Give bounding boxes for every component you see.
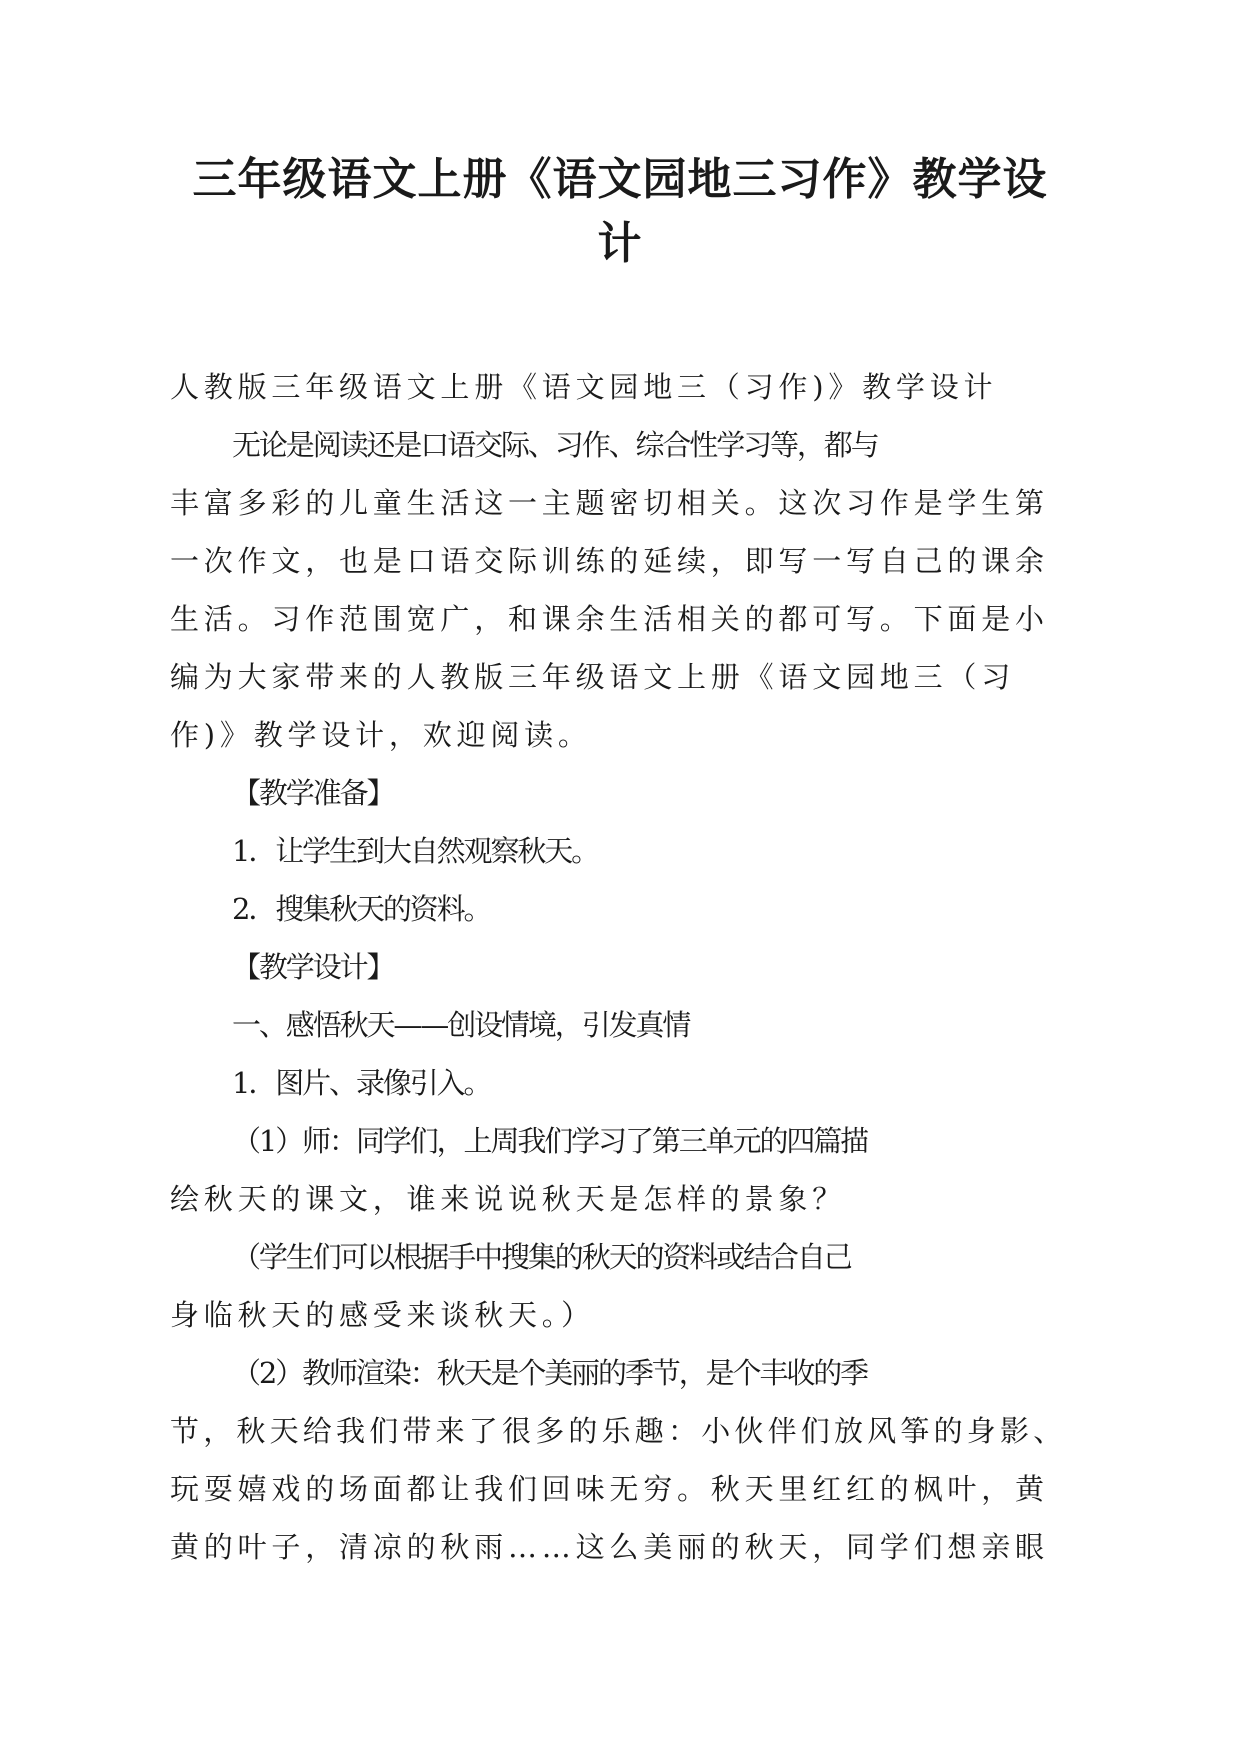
- text-line: 黄的叶子，清凉的秋雨……这么美丽的秋天，同学们想亲眼: [170, 1530, 1049, 1564]
- text-line: 2．搜集秋天的资料。: [232, 892, 491, 926]
- text-line: 绘秋天的课文，谁来说说秋天是怎样的景象？: [170, 1182, 847, 1216]
- text-line: 丰富多彩的儿童生活这一主题密切相关。这次习作是学生第: [170, 486, 1049, 520]
- text-line: 作)》教学设计，欢迎阅读。: [170, 718, 592, 752]
- text-line: 一、感悟秋天——创设情境，引发真情: [232, 1008, 690, 1042]
- text-line: 玩耍嬉戏的场面都让我们回味无穷。秋天里红红的枫叶，黄: [170, 1472, 1049, 1506]
- text-line: 【教学准备】: [232, 776, 394, 810]
- text-line: 【教学设计】: [232, 950, 394, 984]
- document-title: [170, 148, 1070, 276]
- text-line: 一次作文，也是口语交际训练的延续，即写一写自己的课余: [170, 544, 1049, 578]
- title-line-1: 三年级语文上册《语文园地三习作》教学设: [192, 154, 1048, 205]
- text-line: 节，秋天给我们带来了很多的乐趣：小伙伴们放风筝的身影、: [170, 1414, 1067, 1448]
- title-line-2: 计: [597, 218, 643, 269]
- text-line: 无论是阅读还是口语交际、习作、综合性学习等，都与: [232, 428, 878, 462]
- text-line: （2）教师渲染：秋天是个美丽的季节，是个丰收的季: [232, 1356, 868, 1390]
- text-line: （学生们可以根据手中搜集的秋天的资料或结合自己: [232, 1240, 851, 1274]
- document-body: [170, 358, 1070, 1576]
- text-line: 身临秋天的感受来谈秋天。）: [170, 1298, 595, 1332]
- text-line: 1．让学生到大自然观察秋天。: [232, 834, 599, 868]
- text-line: 人教版三年级语文上册《语文园地三（习作)》教学设计: [170, 370, 998, 404]
- text-line: 编为大家带来的人教版三年级语文上册《语文园地三（习: [170, 660, 1016, 694]
- text-line: （1）师：同学们，上周我们学习了第三单元的四篇描: [232, 1124, 868, 1158]
- text-line: 生活。习作范围宽广，和课余生活相关的都可写。下面是小: [170, 602, 1049, 636]
- text-line: 1．图片、录像引入。: [232, 1066, 491, 1100]
